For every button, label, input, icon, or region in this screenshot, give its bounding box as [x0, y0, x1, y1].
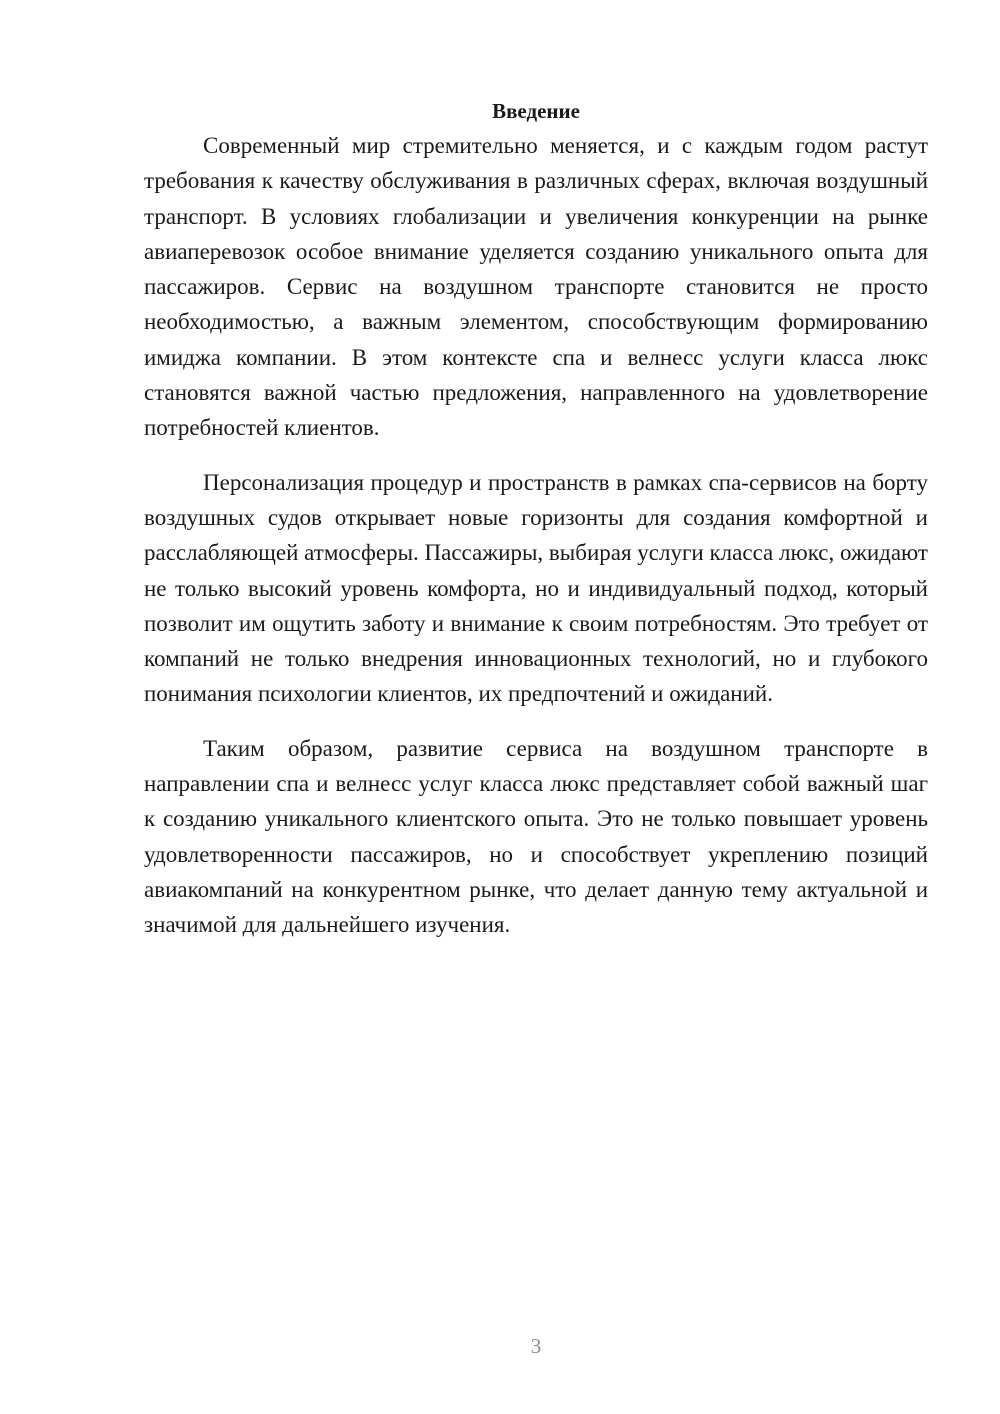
- page-number: 3: [530, 1334, 542, 1358]
- page-content: [144, 96, 928, 962]
- section-heading: Введение: [492, 99, 580, 123]
- paragraph-1: Современный мир стремительно меняется, и с каждым годом растут требования к качеству обслуживания в различных сферах, включая воздушный транспорт. В условиях глобализации и увеличения конкуренции на рынке авиаперевозок особое внимание уделяется созданию уникального опыта для пассажиров. Сервис на воздушном транспорте становится не просто необходимостью, а важным элементом, способствующим формированию имиджа компании. В этом контексте спа и велнесс услуги класса люкс становятся важной частью предложения, направленного на удовлетворение потребностей клиентов.: [144, 133, 928, 441]
- paragraph-2: Персонализация процедур и пространств в рамках спа-сервисов на борту воздушных судов открывает новые горизонты для создания комфортной и расслабляющей атмосферы. Пассажиры, выбирая услуги класса люкс, ожидают не только высокий уровень комфорта, но и индивидуальный подход, который позволит им ощутить заботу и внимание к своим потребностям. Это требует от компаний не только внедрения инновационных технологий, но и глубокого понимания психологии клиентов, их предпочтений и ожиданий.: [144, 469, 928, 707]
- paragraph-3: Таким образом, развитие сервиса на воздушном транспорте в направлении спа и велнесс услуг класса люкс представляет собой важный шаг к созданию уникального клиентского опыта. Это не только повышает уровень удовлетворенности пассажиров, но и способствует укреплению позиций авиакомпаний на конкурентном рынке, что делает данную тему актуальной и значимой для дальнейшего изучения.: [144, 735, 928, 938]
